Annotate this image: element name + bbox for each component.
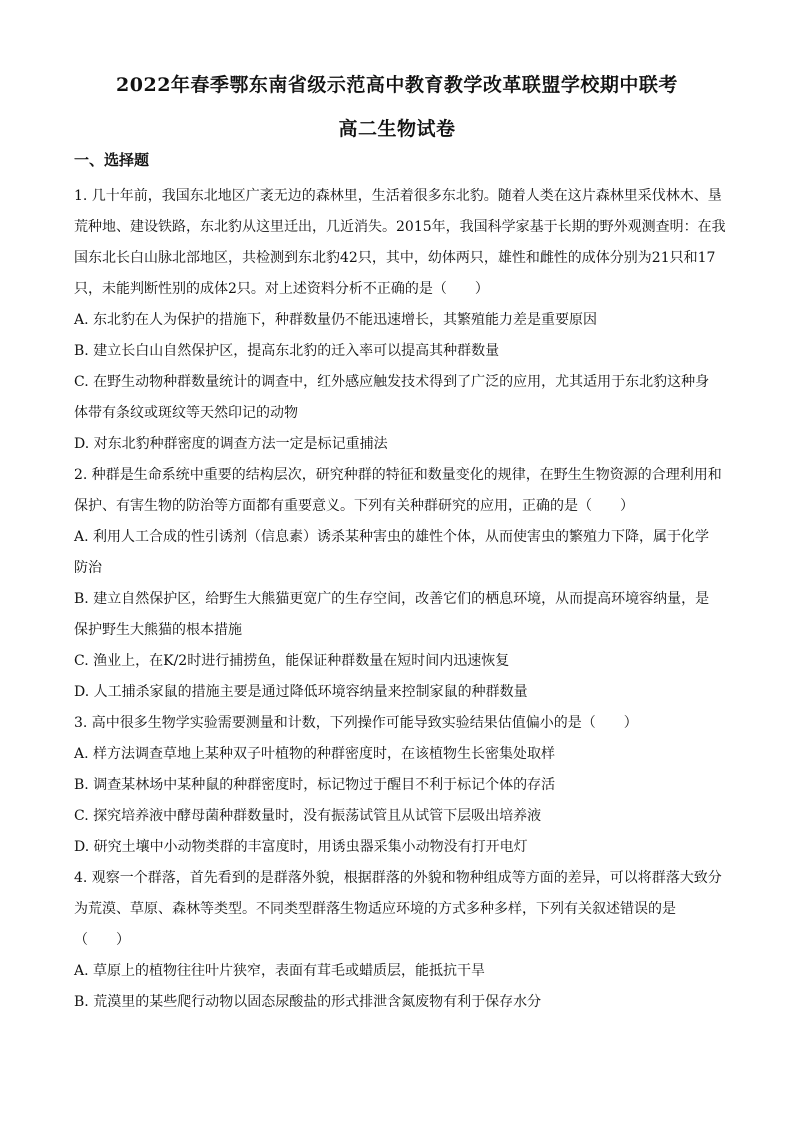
option-a: A. 草原上的植物往往叶片狭窄，表面有茸毛或蜡质层，能抵抗干旱 [74, 963, 486, 979]
option-b: B. 调查某林场中某种鼠的种群密度时，标记物过于醒目不利于标记个体的存活 [74, 777, 556, 793]
question-stem-line: 3. 高中很多生物学实验需要测量和计数，下列操作可能导致实验结果估值偏小的是（ ） [74, 715, 638, 731]
question-1 [74, 181, 724, 460]
question-stem-line: 保护、有害生物的防治等方面都有重要意义。下列有关种群研究的应用，正确的是（ ） [74, 498, 634, 514]
question-2 [74, 460, 724, 708]
question-stem-line: 国东北长白山脉北部地区，共检测到东北豹42只，其中，幼体两只，雄性和雌性的成体分别为21只和17 [74, 250, 716, 266]
option-b: B. 荒漠里的某些爬行动物以固态尿酸盐的形式排泄含氮废物有利于保存水分 [74, 994, 542, 1010]
question-4 [74, 863, 724, 1018]
option-a-continued: 防治 [74, 560, 102, 576]
question-stem-line: 4. 观察一个群落，首先看到的是群落外貌，根据群落的外貌和物种组成等方面的差异，可以将群落大致分 [74, 870, 722, 886]
question-stem-line: 为荒漠、草原、森林等类型。不同类型群落生物适应环境的方式多种多样，下列有关叙述错误的是 [74, 901, 676, 917]
question-3 [74, 708, 724, 863]
question-stem-line: 2. 种群是生命系统中重要的结构层次，研究种群的特征和数量变化的规律，在野生生物资源的合理利用和 [74, 467, 722, 483]
question-stem-line: 1. 几十年前，我国东北地区广袤无边的森林里，生活着很多东北豹。随着人类在这片森林里采伐林木、垦 [74, 188, 722, 204]
option-a: A. 利用人工合成的性引诱剂（信息素）诱杀某种害虫的雄性个体，从而使害虫的繁殖力下降，属于化学 [74, 529, 710, 545]
question-stem-line: 只，未能判断性别的成体2只。对上述资料分析不正确的是（ ） [74, 281, 489, 297]
option-b-continued: 保护野生大熊猫的根本措施 [74, 622, 242, 638]
question-list [74, 181, 724, 1018]
option-c-continued: 体带有条纹或斑纹等天然印记的动物 [74, 405, 298, 421]
option-a: A. 样方法调查草地上某种双子叶植物的种群密度时，在该植物生长密集处取样 [74, 746, 556, 762]
option-d: D. 对东北豹种群密度的调查方法一定是标记重捕法 [74, 436, 388, 452]
option-d: D. 人工捕杀家鼠的措施主要是通过降低环境容纳量来控制家鼠的种群数量 [74, 684, 528, 700]
option-c: C. 渔业上，在K/2时进行捕捞鱼，能保证种群数量在短时间内迅速恢复 [74, 653, 510, 669]
option-d: D. 研究土壤中小动物类群的丰富度时，用诱虫器采集小动物没有打开电灯 [74, 839, 528, 855]
question-stem-line: （ ） [74, 932, 130, 948]
section-heading: 一、选择题 [74, 151, 150, 169]
option-b: B. 建立自然保护区，给野生大熊猫更宽广的生存空间，改善它们的栖息环境，从而提高环境容纳量，是 [74, 591, 710, 607]
option-b: B. 建立长白山自然保护区，提高东北豹的迁入率可以提高其种群数量 [74, 343, 500, 359]
option-a: A. 东北豹在人为保护的措施下，种群数量仍不能迅速增长，其繁殖能力差是重要原因 [74, 312, 598, 328]
option-c: C. 探究培养液中酵母菌种群数量时，没有振荡试管且从试管下层吸出培养液 [74, 808, 542, 824]
question-stem-line: 荒种地、建设铁路，东北豹从这里迁出，几近消失。2015年，我国科学家基于长期的野外观测查明：在我 [74, 219, 726, 235]
exam-subtitle: 高二生物试卷 [338, 118, 456, 140]
exam-title: 2022年春季鄂东南省级示范高中教育教学改革联盟学校期中联考 [116, 74, 678, 96]
option-c: C. 在野生动物种群数量统计的调查中，红外感应触发技术得到了广泛的应用，尤其适用于东北豹这种身 [74, 374, 710, 390]
